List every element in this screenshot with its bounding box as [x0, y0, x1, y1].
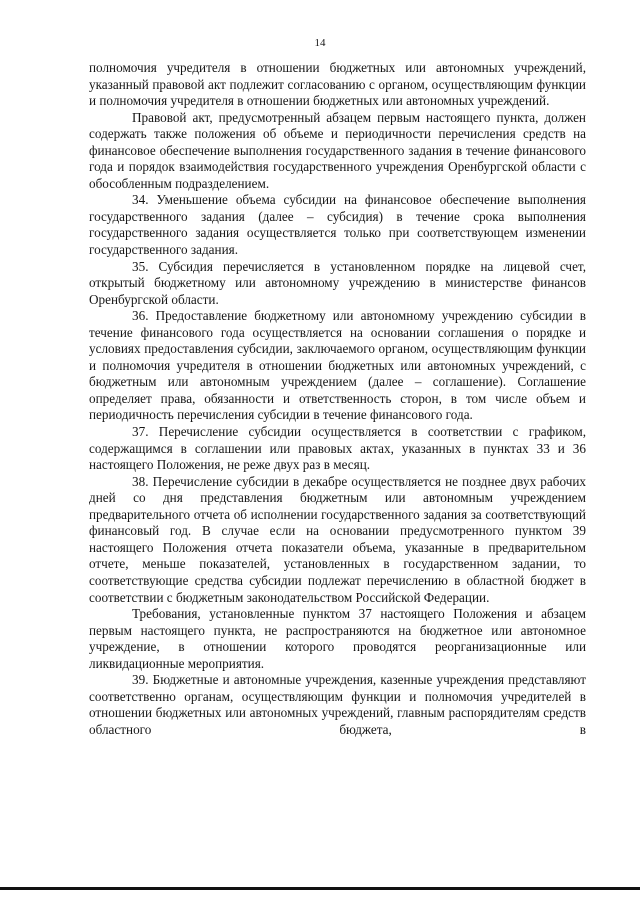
paragraph-continuation: полномочия учредителя в отношении бюджетных или автономных учреждений, указанный правовой акт подлежит согласованию с органом, осуществляющим функции и полномочия учредителя в отношении бюджетных или автономных учреждений. [89, 60, 586, 109]
paragraph-37: 37. Перечисление субсидии осуществляется в соответствии с графиком, содержащимся в соглашении или правовых актах, указанных в пунктах 33 и 36 настоящего Положения, не реже двух раз в месяц. [89, 424, 586, 473]
page-bottom-border [0, 887, 640, 890]
paragraph-39: 39. Бюджетные и автономные учреждения, казенные учреждения представляют соответственно органам, осуществляющим функции и полномочия учредителей в отношении бюджетных или автономных учреждений, главным распорядителям средств областного бюджета, в [89, 672, 586, 737]
document-body [89, 60, 586, 738]
paragraph-requirements: Требования, установленные пунктом 37 настоящего Положения и абзацем первым настоящего пункта, не распространяются на бюджетное или автономное учреждение, в отношении которого проводятся реорганизационные или ликвидационные мероприятия. [89, 606, 586, 671]
page-number: 14 [314, 37, 326, 49]
paragraph-35: 35. Субсидия перечисляется в установленном порядке на лицевой счет, открытый бюджетному или автономному учреждению в министерстве финансов Оренбургской области. [89, 258, 586, 307]
paragraph-36: 36. Предоставление бюджетному или автономному учреждению субсидии в течение финансового года осуществляется на основании соглашения о порядке и условиях предоставления субсидии, заключаемого органом, осуществляющим функции и полномочия учредителя в отношении бюджетных или автономных учреждений, с бюджетным или автономным учреждением (далее – соглашение). Соглашение определяет права, обязанности и ответственность сторон, в том числе объем и периодичность перечисления субсидии в течение финансового года. [89, 308, 586, 423]
paragraph-38: 38. Перечисление субсидии в декабре осуществляется не позднее двух рабочих дней со дня представления бюджетным или автономным учреждением предварительного отчета об исполнении государственного задания за соответствующий финансовый год. В случае если на основании предусмотренного пунктом 39 настоящего Положения отчета показатели объема, указанные в предварительном отчете, меньше показателей, установленных в государственном задании, то соответствующие средства субсидии подлежат перечислению в областной бюджет в соответствии с бюджетным законодательством Российской Федерации. [89, 473, 586, 605]
paragraph-34: 34. Уменьшение объема субсидии на финансовое обеспечение выполнения государственного задания (далее – субсидия) в течение срока выполнения государственного задания осуществляется только при соответствующем изменении государственного задания. [89, 192, 586, 258]
paragraph-legal-act: Правовой акт, предусмотренный абзацем первым настоящего пункта, должен содержать также положения об объеме и периодичности перечисления средств на финансовое обеспечение выполнения государственного задания в течение финансового года и порядок взаимодействия государственного учреждения Оренбургской области с обособленным подразделением. [89, 109, 586, 191]
